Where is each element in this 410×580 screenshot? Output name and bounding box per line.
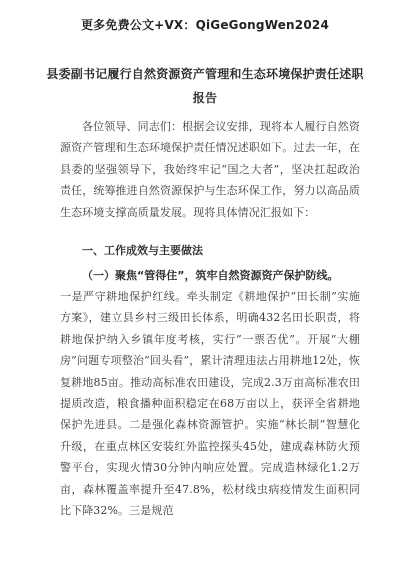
promo-banner: 更多免费公文+VX：QiGeGongWen2024 — [80, 18, 329, 32]
intro-paragraph: 各位领导、同志们：根据会议安排，现将本人履行自然资源资产管理和生态环境保护责任情况述职如下。过去一年，在县委的坚强领导下，我始终牢记“国之大者”，坚决扛起政治责任，统筹推进自然资源保护与生态环保工作，努力以高品质生态环境支撑高质量发展。现将具体情况汇报如下： — [60, 120, 360, 219]
body-paragraph: 一是严守耕地保护红线。牵头制定《耕地保护“田长制”实施方案》，建立县乡村三级田长体系，明确432名田长职责，将耕地保护纳入乡镇年度考核，实行“一票否优”。开展“大棚房”问题专项整治“回头看”，累计清理违法占用耕地12处，恢复耕地85亩。推动高标准农田建设，完成2.3万亩高标准农田提质改造，粮食播种面积稳定在68万亩以上，获评全省耕地保护先进县。二是强化森林资源管护。实施“林长制”智慧化升级，在重点林区安装红外监控探头45处，建成森林防火预警平台，实现火情30分钟内响应处置。完成造林绿化1.2万亩，森林覆盖率提升至47.8%，松材线虫病疫情发生面积同比下降32%。三是规范 — [60, 290, 360, 518]
section-heading: 一、工作成效与主要做法 — [82, 244, 203, 257]
document-title: 县委副书记履行自然资源资产管理和生态环境保护责任述职报告 — [46, 67, 364, 105]
subsection-heading: （一）聚焦“管得住”，筑牢自然资源资产保护防线。 — [82, 269, 339, 282]
